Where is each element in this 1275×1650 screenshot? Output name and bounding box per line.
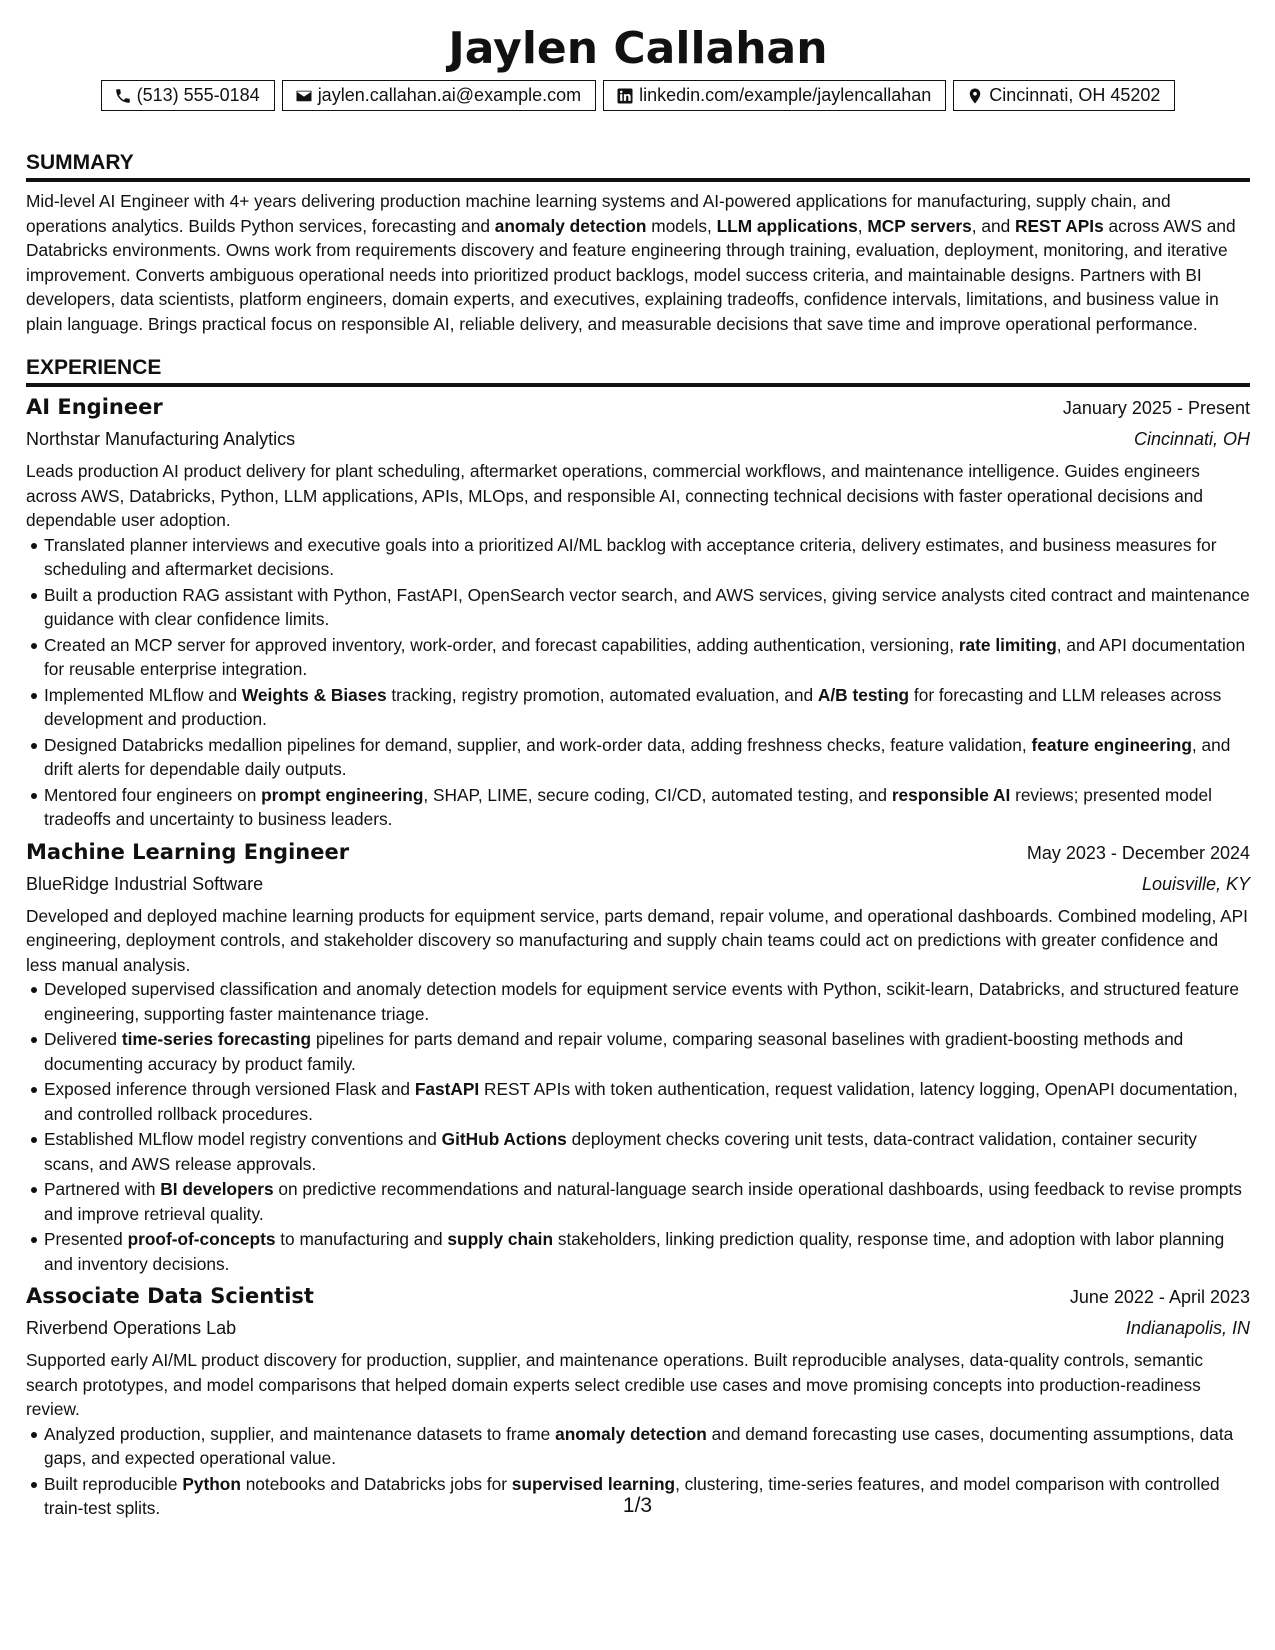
bullet-segment: Mentored four engineers on (44, 784, 262, 805)
bullet-bold-segment: BI developers (160, 1179, 274, 1199)
bullet-item (44, 783, 1250, 832)
bullet-item (44, 1177, 1250, 1226)
bullet-item (44, 633, 1250, 682)
job-header (26, 840, 1250, 864)
job-bullets (26, 977, 1250, 1276)
job-subheader (26, 872, 1250, 896)
job-location: Louisville, KY (1141, 873, 1250, 894)
bullet-bold-segment: prompt engineering (261, 784, 424, 805)
bullet-bold-segment: responsible AI (891, 784, 1011, 805)
bullet-bold-segment: rate limiting (958, 634, 1057, 655)
bullet-bold-segment: Weights & Biases (241, 684, 387, 705)
bullet-item (44, 977, 1250, 1026)
envelope-icon (295, 87, 313, 105)
job-description: Developed and deployed machine learning products for equipment service, parts demand, repair volume, and operational dashboards. Combined modeling, API engineering, deployment controls, and stakeholder discovery so manufacturing and supply chain teams could act on predictions with greater confidence and less manual analysis. (26, 905, 1248, 975)
bullet-segment: Built reproducible (44, 1473, 183, 1494)
bullet-segment: Translated planner interviews and executive goals into a prioritized AI/ML backlog with acceptance criteria, delivery estimates, and business measures for scheduling and aftermarket decisions. (44, 534, 1217, 579)
contact-phone[interactable] (101, 80, 275, 111)
bullet-segment: Implemented MLflow and (44, 684, 242, 705)
bullet-segment: to manufacturing and (275, 1229, 448, 1249)
bullet-segment: deployment checks covering unit tests, data-contract validation, container security scans, and AWS release approvals. (44, 1129, 1197, 1174)
job-location: Cincinnati, OH (1133, 429, 1250, 449)
job-company: BlueRidge Industrial Software (26, 873, 264, 894)
summary-segment: across AWS and Databricks environments. Owns work from requirements discovery and feature engineering through training, evaluation, deployment, monitoring, and iterative improvement. Converts ambiguous operational needs into prioritized product backlogs, model success criteria, and maintainable designs. Partners with BI developers, data scientists, platform engineers, domain experts, and executives, explaining tradeoffs, confidence intervals, limitations, and business value in plain language. Brings practical focus on responsible AI, reliable delivery, and measurable decisions that save time and improve operational performance. (26, 215, 1236, 334)
bullet-item (44, 1422, 1250, 1471)
bullet-bold-segment: supply chain (447, 1229, 554, 1249)
job-company: Riverbend Operations Lab (26, 1318, 237, 1338)
bullet-segment: REST APIs with token authentication, request validation, latency logging, OpenAPI documentation, and controlled rollback procedures. (44, 1079, 1238, 1124)
job-entry (26, 1284, 1250, 1521)
experience-list (26, 395, 1250, 1521)
summary-bold-segment: REST APIs (1015, 215, 1104, 236)
job-entry (26, 395, 1250, 832)
bullet-segment: Created an MCP server for approved inventory, work-order, and forecast capabilities, adding authentication, versioning, (44, 634, 959, 655)
bullet-bold-segment: anomaly detection (555, 1423, 707, 1444)
bullet-bold-segment: time-series forecasting (121, 1029, 312, 1049)
contact-phone-text: (513) 555-0184 (136, 85, 260, 105)
bullet-segment: Exposed inference through versioned Flask and (44, 1079, 415, 1099)
job-dates: May 2023 - December 2024 (1026, 842, 1250, 863)
bullet-bold-segment: feature engineering (1031, 734, 1192, 755)
job-company: Northstar Manufacturing Analytics (26, 429, 296, 449)
job-bullets (26, 533, 1250, 832)
bullet-item (44, 1127, 1250, 1176)
bullet-segment: Established MLflow model registry conventions and (44, 1129, 442, 1149)
bullet-segment: Built a production RAG assistant with Python, FastAPI, OpenSearch vector search, and AWS services, giving service analysts cited contract and maintenance guidance with clear confidence limits. (44, 584, 1250, 629)
contact-email-text: jaylen.callahan.ai@example.com (317, 85, 582, 105)
linkedin-icon (616, 87, 634, 105)
job-description: Supported early AI/ML product discovery for production, supplier, and maintenance operations. Built reproducible analyses, data-quality controls, semantic search prototypes, and model comparisons that helped domain experts select credible use cases and move promising concepts into production-readiness review. (26, 1350, 1204, 1419)
summary-heading: SUMMARY (26, 151, 1250, 182)
bullet-item (44, 1077, 1250, 1126)
contact-linkedin[interactable] (603, 80, 946, 111)
bullet-bold-segment: GitHub Actions (441, 1129, 567, 1149)
job-title: Associate Data Scientist (26, 1284, 314, 1308)
bullet-segment: and demand forecasting use cases, documenting assumptions, data gaps, and expected operational value. (44, 1423, 1234, 1468)
bullet-item (44, 1027, 1250, 1076)
contact-email[interactable] (282, 80, 596, 111)
job-title: AI Engineer (26, 395, 163, 419)
candidate-name: Jaylen Callahan (448, 23, 828, 74)
bullet-segment: , and drift alerts for dependable daily outputs. (44, 734, 1231, 779)
bullet-segment: reviews; presented model tradeoffs and uncertainty to business leaders. (44, 784, 1212, 829)
experience-heading: EXPERIENCE (26, 356, 1250, 387)
bullet-item (44, 683, 1250, 732)
job-description: Leads production AI product delivery for plant scheduling, aftermarket operations, commercial workflows, and maintenance intelligence. Guides engineers across AWS, Databricks, Python, LLM applications, APIs, MLOps, and responsible AI, connecting technical decisions with faster operational decisions and dependable user adoption. (26, 461, 1204, 530)
bullet-segment: pipelines for parts demand and repair volume, comparing seasonal baselines with gradient-boosting methods and documenting accuracy by product family. (44, 1029, 1184, 1074)
job-entry (26, 840, 1250, 1277)
job-header (26, 1284, 1250, 1308)
bullet-bold-segment: Python (182, 1473, 241, 1494)
bullet-bold-segment: supervised learning (511, 1473, 676, 1494)
bullet-segment: , clustering, time-series features, and model comparison with controlled train-test splits. (44, 1473, 1220, 1518)
summary-text (26, 189, 1250, 336)
bullet-segment: stakeholders, linking prediction quality, response time, and adoption with labor planning and inventory decisions. (44, 1229, 1225, 1274)
bullet-segment: , and API documentation for reusable enterprise integration. (44, 634, 1246, 679)
job-location: Indianapolis, IN (1125, 1318, 1250, 1338)
resume-page (26, 18, 1250, 1522)
summary-segment: , and (971, 215, 1016, 236)
phone-icon (114, 87, 132, 105)
bullet-segment: notebooks and Databricks jobs for (240, 1473, 512, 1494)
map-pin-icon (966, 87, 984, 105)
job-subheader (26, 1316, 1250, 1340)
bullet-segment: Partnered with (44, 1179, 161, 1199)
job-subheader (26, 427, 1250, 451)
job-dates: June 2022 - April 2023 (1069, 1287, 1250, 1307)
summary-bold-segment: LLM applications (716, 215, 858, 236)
bullet-segment: Presented (44, 1229, 128, 1249)
bullet-item (44, 1227, 1250, 1276)
bullet-segment: on predictive recommendations and natural-language search inside operational dashboards, using feedback to revise prompts and improve retrieval quality. (44, 1179, 1242, 1224)
bullet-bold-segment: FastAPI (414, 1079, 480, 1099)
job-title: Machine Learning Engineer (26, 839, 350, 864)
page-number: 1/3 (622, 1494, 653, 1517)
summary-segment: Mid-level AI Engineer with 4+ years delivering production machine learning systems and AI-powered applications for manufacturing, supply chain, and operations analytics. Builds Python services, forecasting and (26, 191, 1171, 236)
bullet-item (44, 533, 1250, 582)
summary-segment: , (857, 215, 868, 236)
bullet-segment: , SHAP, LIME, secure coding, CI/CD, automated testing, and (423, 784, 892, 805)
bullet-item (44, 583, 1250, 632)
bullet-segment: Analyzed production, supplier, and maintenance datasets to frame (44, 1423, 556, 1444)
contact-location (953, 80, 1175, 111)
bullet-segment: Delivered (44, 1029, 122, 1049)
summary-segment: models, (646, 215, 717, 236)
job-header (26, 395, 1250, 419)
bullet-bold-segment: A/B testing (817, 684, 910, 705)
bullet-segment: tracking, registry promotion, automated evaluation, and (386, 684, 818, 705)
bullet-item (44, 733, 1250, 782)
contact-location-text: Cincinnati, OH 45202 (989, 85, 1161, 105)
bullet-segment: Designed Databricks medallion pipelines for demand, supplier, and work-order data, adding freshness checks, feature validation, (44, 734, 1032, 755)
bullet-segment: for forecasting and LLM releases across development and production. (44, 684, 1222, 729)
contact-linkedin-text: linkedin.com/example/jaylencallahan (639, 85, 932, 105)
bullet-segment: Developed supervised classification and anomaly detection models for equipment service events with Python, scikit-learn, Databricks, and structured feature engineering, supporting faster maintenance triage. (44, 979, 1239, 1024)
contact-bar (26, 80, 1250, 111)
summary-bold-segment: anomaly detection (494, 215, 647, 236)
job-dates: January 2025 - Present (1062, 398, 1250, 418)
bullet-bold-segment: proof-of-concepts (127, 1229, 276, 1249)
summary-bold-segment: MCP servers (867, 215, 972, 236)
